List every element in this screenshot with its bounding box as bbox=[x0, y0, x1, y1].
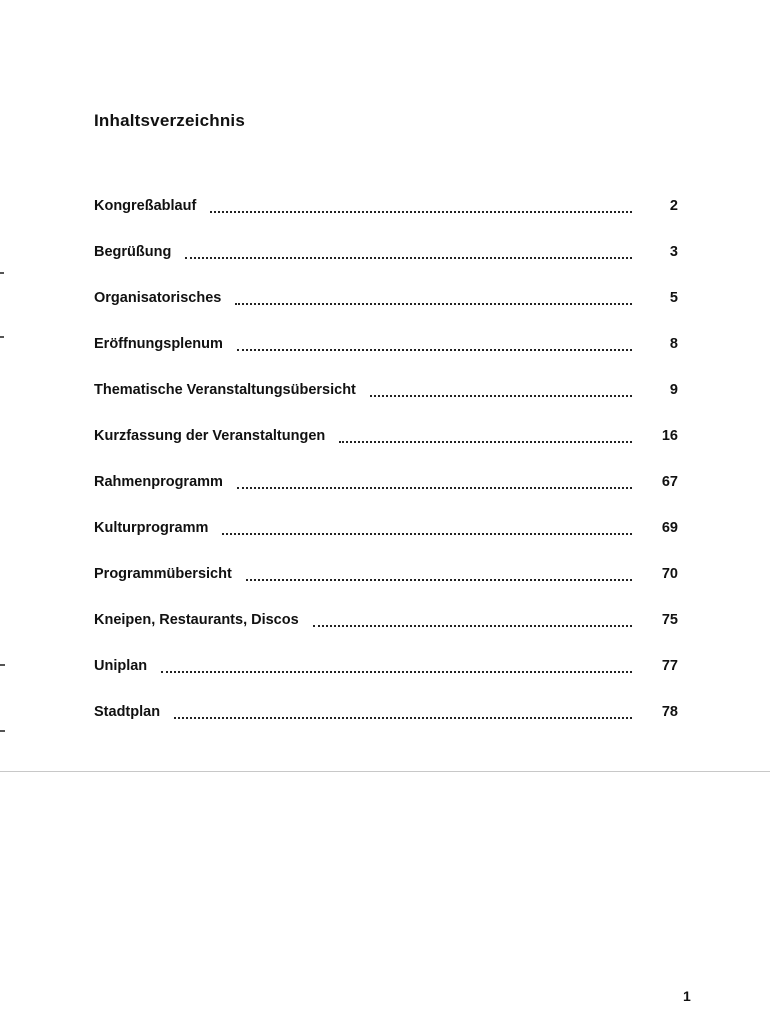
dot-leader bbox=[313, 610, 632, 630]
toc-entry-label: Organisatorisches bbox=[94, 288, 235, 308]
toc-entry-label: Uniplan bbox=[94, 656, 161, 676]
toc-entry bbox=[94, 380, 678, 426]
toc-entry bbox=[94, 426, 678, 472]
toc-entry bbox=[94, 472, 678, 518]
toc-entry-page: 2 bbox=[669, 198, 678, 214]
toc-entry-label: Kurzfassung der Veranstaltungen bbox=[94, 426, 339, 446]
toc-entry-label: Kulturprogramm bbox=[94, 518, 222, 538]
toc-entry-page: 70 bbox=[661, 566, 678, 582]
toc-entry bbox=[94, 702, 678, 748]
toc-entry-page: 16 bbox=[661, 428, 678, 444]
toc-entry-label: Rahmenprogramm bbox=[94, 472, 237, 492]
toc-entry-label: Kneipen, Restaurants, Discos bbox=[94, 610, 313, 630]
toc-entry-page: 3 bbox=[669, 244, 678, 260]
toc-entry bbox=[94, 610, 678, 656]
toc-entry-label: Thematische Veranstaltungsübersicht bbox=[94, 380, 370, 400]
scan-mark bbox=[0, 272, 4, 274]
dot-leader bbox=[370, 380, 632, 400]
toc-entry-label: Programmübersicht bbox=[94, 564, 246, 584]
toc-entry bbox=[94, 334, 678, 380]
page-title: Inhaltsverzeichnis bbox=[94, 111, 245, 130]
toc-entry bbox=[94, 518, 678, 564]
page-divider bbox=[0, 771, 770, 772]
dot-leader bbox=[246, 564, 632, 584]
toc-entry-label: Eröffnungsplenum bbox=[94, 334, 237, 354]
toc-entry-page: 75 bbox=[661, 612, 678, 628]
toc-entry-page: 69 bbox=[661, 520, 678, 536]
toc-entry-label: Kongreßablauf bbox=[94, 196, 210, 216]
table-of-contents bbox=[94, 196, 678, 748]
toc-entry bbox=[94, 242, 678, 288]
page-number: 1 bbox=[683, 988, 691, 1004]
toc-entry-page: 9 bbox=[669, 382, 678, 398]
toc-entry-page: 67 bbox=[661, 474, 678, 490]
toc-entry-page: 8 bbox=[669, 336, 678, 352]
toc-entry-page: 5 bbox=[669, 290, 678, 306]
dot-leader bbox=[237, 472, 632, 492]
toc-entry bbox=[94, 288, 678, 334]
dot-leader bbox=[210, 196, 632, 216]
dot-leader bbox=[237, 334, 632, 354]
dot-leader bbox=[222, 518, 632, 538]
toc-entry-page: 77 bbox=[661, 658, 678, 674]
toc-entry bbox=[94, 656, 678, 702]
toc-entry bbox=[94, 564, 678, 610]
toc-entry bbox=[94, 196, 678, 242]
toc-entry-label: Begrüßung bbox=[94, 242, 185, 262]
dot-leader bbox=[174, 702, 632, 722]
dot-leader bbox=[235, 288, 632, 308]
dot-leader bbox=[161, 656, 632, 676]
dot-leader bbox=[185, 242, 632, 262]
scan-mark bbox=[0, 664, 5, 666]
scan-mark bbox=[0, 730, 5, 732]
toc-entry-label: Stadtplan bbox=[94, 702, 174, 722]
toc-entry-page: 78 bbox=[661, 704, 678, 720]
dot-leader bbox=[339, 426, 632, 446]
scan-mark bbox=[0, 336, 4, 338]
